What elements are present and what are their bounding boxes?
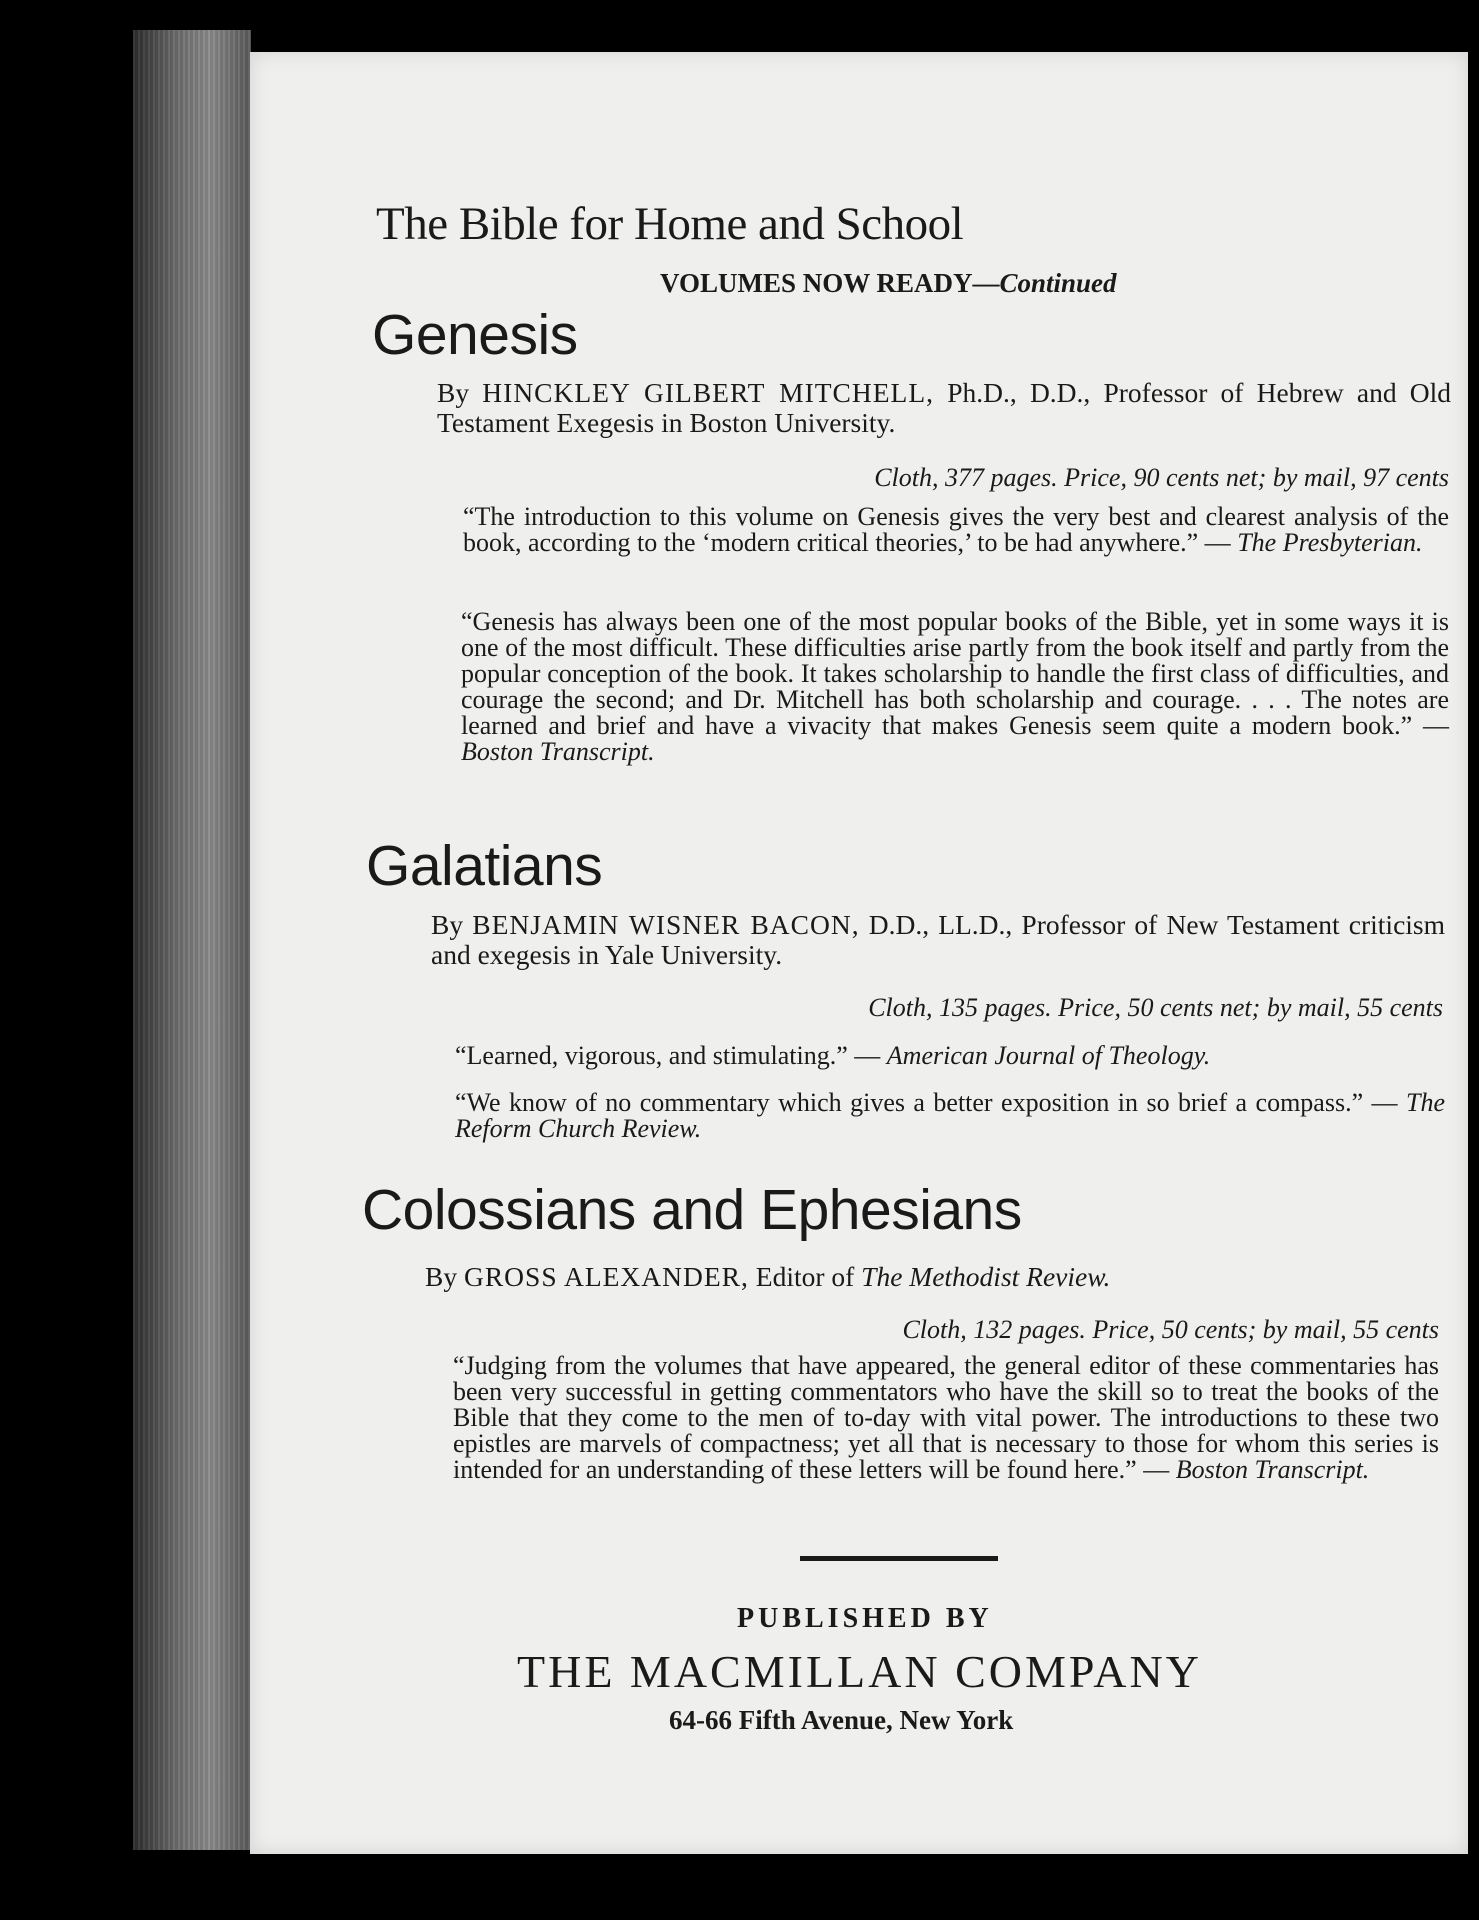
quote-source: The Presbyterian. [1237,528,1423,557]
quote-text: “The introduction to this volume on Genesis gives the very best and clearest analysis of the book, according to the ‘modern critical theories,’ to be had anywhere.” — [463,502,1449,557]
quote-text: “Judging from the volumes that have appeared, the general editor of these commentaries has been very successful in getting commentators who have the skill so to treat the books of the Bible that they come to the men of to-day with vital power. The introductions to these two epistles are marvels of compactness; yet all that is necessary to those for whom this series is intended for an understanding of these letters will be found here.” — [453,1351,1439,1484]
book-spine-edge [133,30,251,1850]
quote-galatians-2 [455,1090,1445,1142]
book-title-colossians-ephesians: Colossians and Ephesians [362,1178,1022,1242]
price-colossians-ephesians: Cloth, 132 pages. Price, 50 cents; by mail, 55 cents [902,1315,1439,1344]
author-credentials: Editor of [748,1261,862,1292]
by-label: By [425,1261,458,1292]
price-genesis: Cloth, 377 pages. Price, 90 cents net; by mail, 97 cents [874,463,1449,492]
volumes-now-ready: VOLUMES NOW READY—Continued [660,268,1117,298]
series-title: The Bible for Home and School [376,198,964,250]
byline-colossians-ephesians [425,1262,1445,1292]
author-name: GROSS ALEXANDER, [463,1261,749,1292]
book-title-galatians: Galatians [366,834,603,898]
quote-genesis-2 [461,609,1449,765]
price-galatians: Cloth, 135 pages. Price, 50 cents net; by mail, 55 cents [868,993,1443,1022]
author-credentials: D.D., LL.D., Professor of New Testament criticism and exegesis in Yale University. [431,909,1446,970]
publisher-address: 64-66 Fifth Avenue, New York [669,1705,1014,1735]
book-title-genesis: Genesis [372,303,578,367]
quote-text: “We know of no commentary which gives a better exposition in so brief a compass.” — [455,1088,1406,1117]
author-name: HINCKLEY GILBERT MITCHELL, [482,377,935,408]
divider-rule [800,1556,998,1561]
published-by-label: PUBLISHED BY [737,1603,993,1634]
quote-colossians-ephesians-1 [453,1353,1439,1483]
volumes-suffix: Continued [999,268,1117,298]
byline-genesis [437,378,1451,438]
byline-galatians [431,910,1445,970]
publisher-name: THE MACMILLAN COMPANY [517,1646,1202,1697]
quote-genesis-1 [463,504,1449,556]
volumes-label: VOLUMES NOW READY [660,268,973,298]
author-credentials: Ph.D., D.D., Professor of Hebrew and Old Testament Exegesis in Boston University. [437,377,1452,438]
quote-source: Boston Transcript. [461,737,655,766]
quote-source: American Journal of Theology. [886,1041,1211,1070]
quote-text: “Learned, vigorous, and stimulating.” — [455,1041,887,1070]
quote-galatians-1 [455,1043,1445,1069]
journal-name: The Methodist Review. [861,1261,1111,1292]
author-name: BENJAMIN WISNER BACON, [472,909,860,940]
by-label: By [437,377,470,408]
by-label: By [431,909,464,940]
quote-source: The Reform Church Review. [455,1088,1445,1143]
quote-source: Boston Transcript. [1175,1455,1370,1484]
quote-text: “Genesis has always been one of the most popular books of the Bible, yet in some ways it is one of the most difficult. These difficulties arise partly from the book itself and partly from the popular conception of the book. It takes scholarship to handle the first class of difficulties, and courage the second; and Dr. Mitchell has both scholarship and courage. . . . The notes are learned and brief and have a vivacity that makes Genesis seem quite a modern book.” — [461,607,1449,740]
